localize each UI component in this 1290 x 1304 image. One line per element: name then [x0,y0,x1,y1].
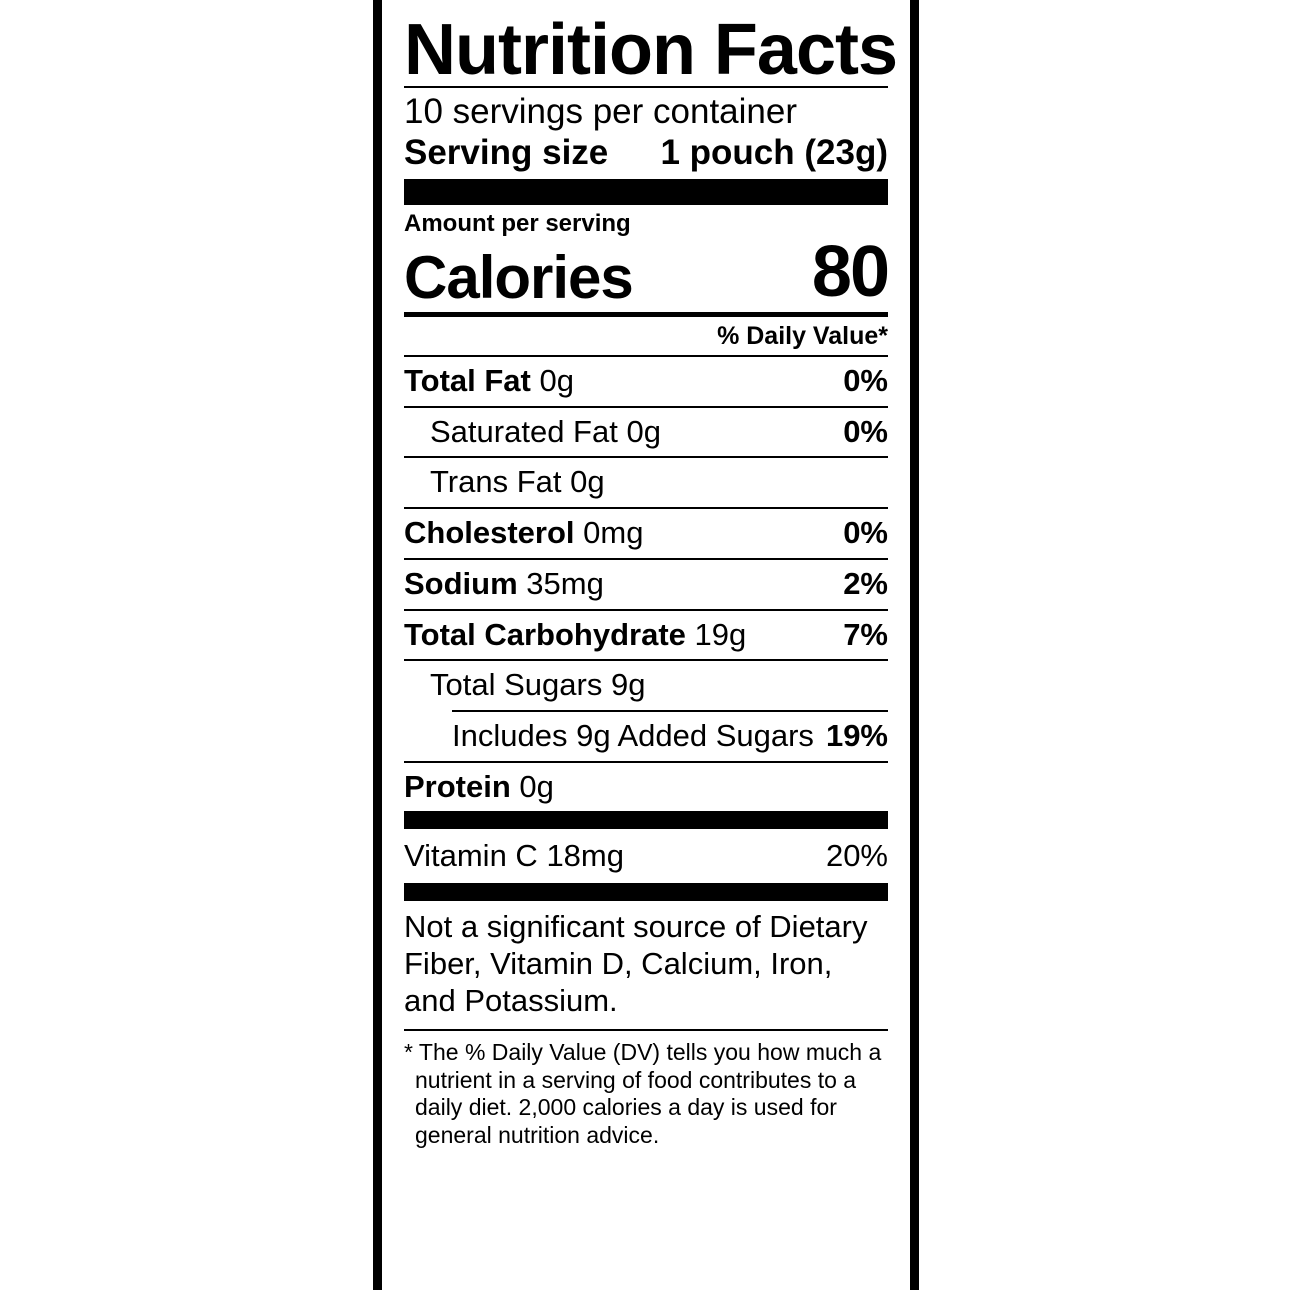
serving-size-row [404,133,888,180]
vitamin-pct: 20% [825,838,888,874]
nutrient-name: Total Sugars [430,667,603,703]
nutrient-row-trans-fat [404,458,888,507]
nutrient-amount: 19g [694,616,747,652]
vitamin-amount: 18mg [546,838,624,874]
nutrient-name: Saturated Fat [430,413,618,449]
calories-value: 80 [811,231,888,312]
nutrient-amount: 35mg [526,565,604,601]
nutrient-amount: 0g [570,464,605,500]
nutrient-row-saturated-fat [404,408,888,457]
nutrient-name: Sodium [404,565,518,601]
servings-per-container: 10 servings per container [404,92,797,131]
nutrient-amount: 0mg [583,515,644,551]
daily-value-header: % Daily Value* [717,321,888,350]
not-significant-source-note: Not a significant source of Dietary Fiber, Vitamin D, Calcium, Iron, and Potassium. [404,909,868,1018]
calories-label: Calories [404,243,633,311]
nutrient-row-sodium [404,560,888,609]
nutrition-facts-panel [373,0,919,1290]
nutrient-pct: 0% [843,362,888,398]
nutrient-pct: 7% [843,616,888,652]
nutrient-name: Protein [404,768,511,804]
nutrient-name: Total Fat [404,362,531,398]
nutrient-pct: 2% [843,565,888,601]
nutrition-facts-inner [382,10,910,1304]
nutrient-pct: 0% [843,515,888,551]
nutrient-pct: 19% [825,718,888,753]
divider-thick-vitamins-bottom [404,883,888,901]
nutrient-row-total-carbohydrate [404,611,888,660]
nutrient-row-total-sugars [404,661,888,710]
nutrient-name: Cholesterol [404,515,575,551]
nutrient-pct: 0% [843,413,888,449]
nutrient-amount: 0g [626,413,661,449]
nutrient-name: Includes 9g Added Sugars [452,718,814,753]
vitamin-name: Vitamin C [404,838,538,874]
divider-thick-vitamins-top [404,811,888,829]
nutrient-row-protein [404,763,888,812]
serving-size-label: Serving size [404,132,609,172]
serving-size-value: 1 pouch (23g) [660,132,888,172]
nutrient-amount: 9g [610,667,646,703]
daily-value-footnote: * The % Daily Value (DV) tells you how much a nutrient in a serving of food contributes to a daily diet. 2,000 calories a day is used for general nutrition advice. [404,1039,882,1148]
panel-title: Nutrition Facts [404,10,898,90]
nutrient-amount: 0g [519,768,554,804]
vitamin-row-vitamin-c [404,829,888,883]
nutrient-row-added-sugars [404,712,888,761]
divider-thick-top [404,179,888,205]
nutrient-row-total-fat [404,357,888,406]
nutrient-name: Total Carbohydrate [404,616,686,652]
amount-per-serving-label: Amount per serving [404,210,631,238]
nutrient-name: Trans Fat [430,464,562,500]
calories-row [404,231,888,312]
nutrient-amount: 0g [539,362,574,398]
nutrient-row-cholesterol [404,509,888,558]
